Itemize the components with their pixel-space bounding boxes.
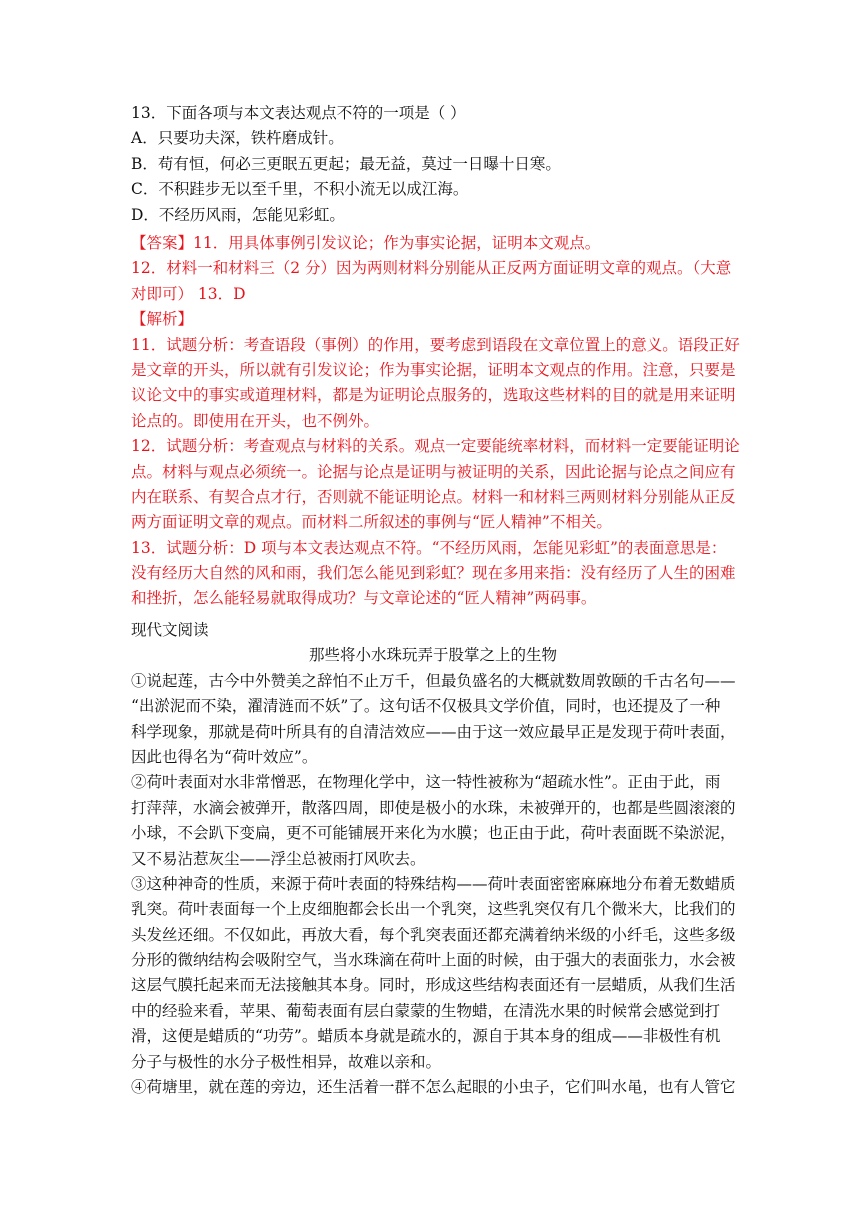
- article-line: 又不易沾惹灰尘——浮尘总被雨打风吹去。: [131, 849, 426, 868]
- article-line: 科学现象，那就是荷叶所具有的自清洁效应——由于这一效应最早正是发现于荷叶表面，: [131, 722, 736, 741]
- option-a: A．只要功夫深，铁杵磨成针。: [131, 129, 344, 148]
- article-line: ④荷塘里，就在莲的旁边，还生活着一群不怎么起眼的小虫子，它们叫水黾，也有人管它: [131, 1078, 736, 1097]
- analysis-line: 两方面证明文章的观点。而材料二所叙述的事例与“匠人精神”不相关。: [131, 513, 612, 532]
- analysis-line: 和挫折，怎么能轻易就取得成功？与文章论述的“匠人精神”两码事。: [131, 589, 597, 608]
- answer-line: 【答案】11．用具体事例引发议论；作为事实论据，证明本文观点。: [131, 234, 601, 252]
- analysis-line: 点。材料与观点必须统一。论据与论点是证明与被证明的关系，因此论据与论点之间应有: [131, 462, 736, 481]
- article-line: “出淤泥而不染，濯清涟而不妖”了。这句话不仅极具文学价值，同时，也还提及了一种: [131, 697, 721, 716]
- answer-line: 12．材料一和材料三（2 分）因为两则材料分别能从正反两方面证明文章的观点。（大意: [131, 259, 732, 278]
- answer-section: [131, 231, 740, 612]
- option-d: D．不经历风雨，怎能见彩虹。: [131, 205, 345, 224]
- article-line: 头发丝还细。不仅如此，再放大看，每个乳突表面还都充满着纳米级的小纤毛，这些多级: [131, 925, 736, 944]
- analysis-line: 内在联系、有契合点才行，否则就不能证明论点。材料一和材料三两则材料分别能从正反: [131, 487, 736, 506]
- analysis-line: 是文章的开头，所以就有引发议论；作为事实论据，证明本文观点的作用。注意，只要是: [131, 360, 736, 379]
- article-line: ②荷叶表面对水非常憎恶，在物理化学中，这一特性被称为“超疏水性”。正由于此，雨: [131, 773, 721, 792]
- answer-line: 对即可） 13．D: [131, 284, 246, 303]
- analysis-line: 12．试题分析：考查观点与材料的关系。观点一定要能统率材料，而材料一定要能证明论: [131, 437, 740, 456]
- section-title: 现代文阅读: [131, 621, 209, 639]
- analysis-line: 议论文中的事实或道理材料，都是为证明论点服务的，选取这些材料的目的就是用来证明: [131, 386, 736, 405]
- option-c: C．不积跬步无以至千里，不积小流无以成江海。: [131, 180, 469, 199]
- article-line: ①说起莲，古今中外赞美之辞怕不止万千，但最负盛名的大概就数周敦颐的千古名句——: [131, 671, 736, 690]
- article-line: 这层气膜托起来而无法接触其本身。同时，形成这些结构表面还有一层蜡质，从我们生活: [131, 976, 736, 995]
- article-line: 打萍萍，水滴会被弹开，散落四周，即使是极小的水珠，未被弹开的，也都是些圆滚滚的: [131, 798, 736, 817]
- analysis-line: 11．试题分析：考查语段（事例）的作用，要考虑到语段在文章位置上的意义。语段正好: [131, 335, 740, 354]
- article-line: 分形的微纳结构会吸附空气，当水珠滴在荷叶上面的时候，由于强大的表面张力，水会被: [131, 951, 736, 970]
- article-line: 乳突。荷叶表面每一个上皮细胞都会长出一个乳突，这些乳突仅有几个微米大，比我们的: [131, 900, 736, 919]
- analysis-line: 没有经历大自然的风和雨，我们怎么能见到彩虹？现在多用来指：没有经历了人生的困难: [131, 564, 736, 583]
- article-line: 分子与极性的水分子极性相异，故难以亲和。: [131, 1052, 442, 1071]
- article-title: 那些将小水珠玩弄于股掌之上的生物: [308, 646, 557, 665]
- article-line: 因此也得名为“荷叶效应”。: [131, 747, 318, 766]
- question-13: [131, 101, 735, 228]
- analysis-header: 【解析】: [131, 310, 194, 329]
- analysis-line: 论点的。即使用在开头，也不例外。: [131, 411, 380, 430]
- option-b: B．苟有恒，何必三更眠五更起；最无益，莫过一日曝十日寒。: [131, 154, 561, 173]
- question-stem: 13．下面各项与本文表达观点不符的一项是（ ）: [131, 104, 466, 122]
- analysis-line: 13．试题分析：D 项与本文表达观点不符。“不经历风雨，怎能见彩虹”的表面意思是：: [131, 538, 727, 557]
- article-line: ③这种神奇的性质，来源于荷叶表面的特殊结构——荷叶表面密密麻麻地分布着无数蜡质: [131, 874, 736, 893]
- article-line: 中的经验来看，苹果、葡萄表面有层白蒙蒙的生物蜡，在清洗水果的时候常会感觉到打: [131, 1001, 721, 1020]
- reading-section: [131, 618, 735, 1100]
- article-line: 滑，这便是蜡质的“功劳”。蜡质本身就是疏水的，源自于其本身的组成——非极性有机: [131, 1027, 721, 1046]
- article-line: 小球，不会趴下变扁，更不可能铺展开来化为水膜；也正由于此，荷叶表面既不染淤泥，: [131, 824, 736, 843]
